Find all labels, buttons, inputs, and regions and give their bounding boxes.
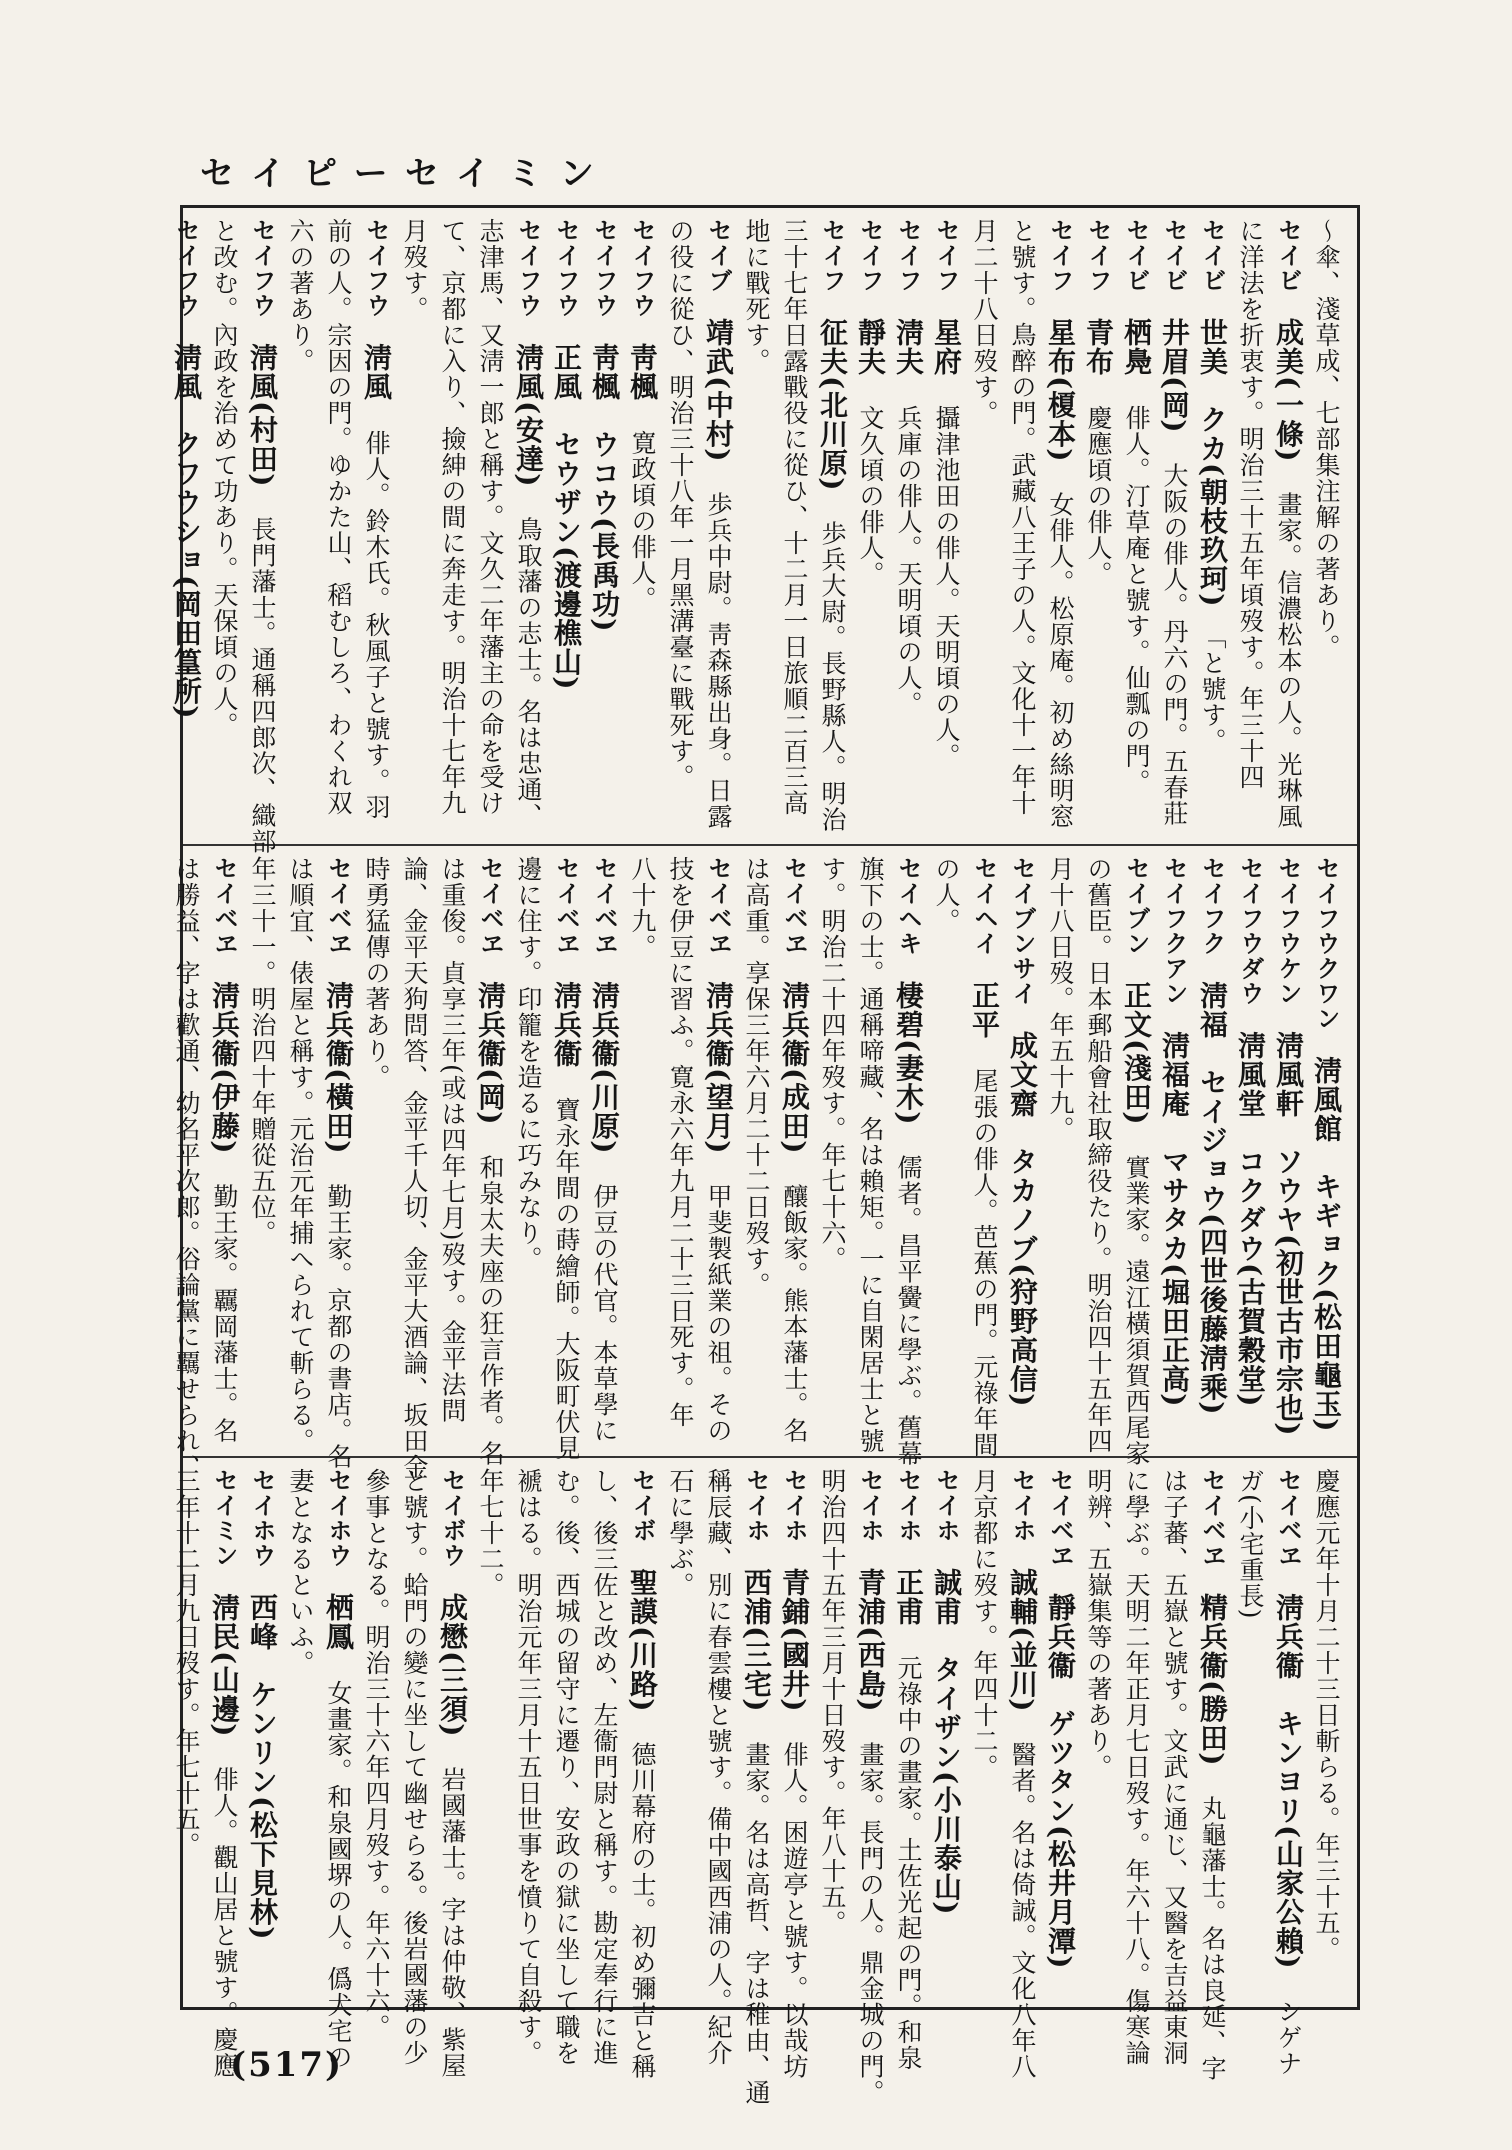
entry-column [1003,856,1041,1446]
entry-name: 征夫(北川原) [816,318,849,521]
entry-name: 西浦(三宅) [740,1568,773,1742]
entry-column [851,1468,889,2106]
entry-name: 淸風軒 ソウヤ(初世古市宗也) [1272,1031,1305,1466]
entry-text: 地に戰死す。 [742,218,771,374]
entry-column [1155,218,1193,834]
entry-headword: セイフウクワン [1312,856,1340,1056]
entry-text: の人。 [932,856,961,934]
entry-text: 技を伊豆に習ふ。寛永六年九月二十三日死す。年 [666,856,695,1428]
entry-text: 實業家。遠江橫須賀西尾家 [1122,1154,1151,1467]
entry-headword: セイベヱ [1274,1468,1302,1593]
entry-text: 德川幕府の士。初め彌吉と稱 [628,1741,657,2080]
middle-band [172,846,1357,1480]
entry-text: 寛政頃の俳人。 [628,430,657,612]
entry-headword: セイフウ [514,218,542,343]
entry-column [1003,1468,1041,2080]
entry-text: 俳人。鈴木氏。秋風子と號す。羽 [362,430,391,820]
entry-name: 聖謨(川路) [626,1568,659,1742]
entry-headword: セイフ [818,218,846,318]
entry-headword: セイベヱ [552,856,580,981]
entry-column [775,1468,813,2080]
entry-text: 參事となる。明治三十六年四月歿す。年六十六。 [362,1468,391,2040]
entry-text: 邊に住す。印籠を造るに巧みなり。 [514,856,543,1272]
entry-column [319,856,357,1470]
entry-text: 伊豆の代官。本草學に [590,1183,619,1444]
continuation-column [965,218,1003,834]
continuation-column [965,1468,1003,1997]
continuation-column [509,856,547,1446]
entry-text: 元祿中の畫家。土佐光起の門。和泉 [894,1655,923,2071]
entry-text: 俳人。困遊亭と號す。以哉坊 [780,1741,809,2080]
entry-name: 淸風堂 コクダウ(古賀穀堂) [1234,1031,1267,1437]
continuation-column [281,218,319,834]
entry-headword: セイブン [1122,856,1150,981]
entry-text: は順宜、俵屋と稱す。元治元年捕へられて斬らる。 [286,856,315,1454]
entry-name: 星布(榎本) [1044,318,1077,492]
entry-text: 〜傘、淺草成、七部集注解の著あり。 [1312,218,1341,660]
entry-name: 棲碧(妻木) [892,981,925,1155]
continuation-column [395,856,433,1480]
entry-name: 精兵衞(勝田) [1196,1593,1229,1796]
entry-name: 正平 [968,981,1001,1068]
entry-name: 靑楓 ウコウ(長禹功) [588,343,621,662]
entry-name: 淸風(村田) [246,343,279,517]
entry-column [927,218,965,834]
entry-headword: セイベヱ [1046,1468,1074,1593]
entry-headword: セイベヱ [780,856,808,981]
entry-text: 女俳人。松原庵。初め絲明窓 [1046,491,1075,830]
entry-name: 淸風 クワウショ(岡田篁所) [170,343,203,749]
entry-headword: セイビ [1198,218,1226,318]
entry-text: 年三十一。明治四十年贈從五位。 [248,856,277,1246]
entry-text: 月十八日歿。年五十九。 [1046,856,1075,1142]
entry-headword: セイフ [856,218,884,318]
entry-column [1155,856,1193,1446]
entry-headword: セイヘイ [970,856,998,981]
entry-text: 甲斐製紙業の祖。その [704,1183,733,1444]
entry-text: 明治四十五年三月十日歿す。年八十五。 [818,1468,847,1936]
entry-text: 大阪の俳人。丹六の門。五春莊 [1160,462,1189,827]
entry-name: 正風 セウザン(渡邊樵山) [550,343,583,720]
entry-text: の舊臣。日本郵船會社取締役たり。明治四十五年四 [1084,856,1113,1454]
entry-column [433,1468,471,2079]
entry-text: 旗下の士。通稱啼藏、名は賴矩。一に自閑居士と號 [856,856,885,1454]
entry-name: 淸兵衞 キンヨリ(山家公賴) [1272,1593,1305,1999]
entry-name: 世美 クカ(朝枝玖珂) [1196,318,1229,637]
entry-text: の役に從ひ、明治三十八年一月黑溝臺に戰死す。 [666,218,695,790]
entry-headword: セイボウ [438,1468,466,1593]
continuation-column [509,1468,547,2066]
entry-text: 六の著あり。 [286,218,315,374]
entry-text: は子蕃、五嶽と號す。文武に通じ、又醫を吉益東洞 [1160,1468,1189,2066]
entry-name: 栖鳳 [322,1593,355,1680]
entry-name: 靜兵衞 ゲツタン(松井月潭) [1044,1593,1077,1999]
entry-text: 歩兵中尉。靑森縣出身。日露 [704,491,733,830]
entry-text: に學ぶ。天明二年正月七日歿す。年六十八。傷寒論 [1122,1468,1151,2066]
entry-headword: セイフウ [248,218,276,343]
entry-headword: セイベヱ [476,856,504,981]
entry-column [547,856,585,1461]
entry-column [889,1468,927,2071]
continuation-column [547,1468,585,2066]
entry-text: は勝益、字は歡通、幼名平次郎。俗論黨に覊せられ、 [172,856,201,1480]
entry-column [167,218,205,834]
entry-text: て、京都に入り、撿紳の間に奔走す。明治十七年九 [438,218,467,816]
entry-column [1193,856,1231,1446]
entry-text: 明辨、五嶽集等の著あり。 [1084,1468,1113,1780]
entry-headword: セイベヱ [704,856,732,981]
continuation-column [357,856,395,1446]
entry-headword: セイホ [932,1468,960,1568]
continuation-column [243,856,281,1446]
continuation-column [1079,856,1117,1454]
entry-headword: セイフウ [628,218,656,343]
entry-text: 論、金平天狗問答、金平千人切、金平大酒論、坂田金 [400,856,429,1480]
entry-text: 八十九。 [628,856,657,960]
entry-column [1193,1468,1231,2082]
entry-text: 志津馬、又淸一郎と稱す。文久二年藩主の命を受け [476,218,505,816]
entry-text: 勤王家。京都の書店。名 [324,1183,353,1470]
page-number: (517) [230,2045,344,2085]
entry-name: 淸風(安達) [512,343,545,517]
entry-column [243,218,281,855]
entry-column [889,218,927,834]
entry-text: 慶應元年十月二十三日斬らる。年三十五。 [1312,1468,1341,1962]
entry-name: 靜夫 [854,318,887,405]
entry-column [471,856,509,1467]
entry-headword: セイホウ [324,1468,352,1593]
entry-column [205,1468,243,2079]
continuation-column [471,1468,509,1997]
entry-column [1269,1468,1307,2077]
entry-headword: セイホ [742,1468,770,1568]
entry-name: 誠輔(並川) [1006,1568,1039,1742]
entry-name: 靖武(中村) [702,318,735,492]
continuation-column [395,218,433,834]
entry-text: 攝津池田の俳人。天明頃の人。 [932,405,961,769]
entry-text: 石に學ぶ。 [666,1468,695,1598]
continuation-column [1231,218,1269,834]
continuation-column [281,1468,319,1997]
entry-column [547,218,585,834]
entry-headword: セイフウ [552,218,580,343]
entry-name: 淸風 [360,343,393,430]
entry-text: 女畫家。和泉國堺の人。僞犬宅の [324,1680,353,2070]
entry-headword: セイフウケン [1274,856,1302,1031]
continuation-column [851,856,889,1454]
entry-name: 淸民(山邊) [208,1593,241,1767]
entry-name: 星府 [930,318,963,405]
entry-text: と號す。鳥醉の門。武藏八王子の人。文化十一年十 [1008,218,1037,816]
entry-name: 淸兵衞(伊藤) [208,981,241,1184]
entry-text: 岩國藩士。字は仲敬、紫屋 [438,1766,467,2079]
continuation-column [167,1468,205,1997]
continuation-column [813,856,851,1446]
entry-name: 正甫 [892,1568,925,1655]
entry-name: 成文齋 タカノブ(狩野高信) [1006,1031,1039,1437]
entry-headword: セイミン [210,1468,238,1593]
continuation-column [775,218,813,834]
continuation-column [357,1468,395,2040]
entry-column [205,856,243,1446]
entry-name: 淸兵衞(成田) [778,981,811,1184]
entry-text: 文久頃の俳人。 [856,405,885,587]
entry-name: 栖鳧 [1120,318,1153,405]
entry-column [585,218,623,834]
continuation-column [433,218,471,834]
entry-headword: セイホ [894,1468,922,1568]
entry-text: 畫家。信濃松本の人。光琳風 [1274,491,1303,830]
continuation-column [813,1468,851,1997]
continuation-column [281,856,319,1454]
entry-column [775,856,813,1446]
entry-text: ガ(小宅重長) [1236,1468,1265,1620]
entry-text: 丸龜藩士。名は良延、字 [1198,1795,1227,2082]
entry-name: 淸兵衞(望月) [702,981,735,1184]
entry-text: 俳人。觀山居と號す。慶應 [210,1766,239,2079]
entry-column [623,1468,661,2080]
entry-column [509,218,547,834]
entry-name: 成美(一條) [1272,318,1305,492]
entry-headword: セイホ [856,1468,884,1568]
entry-column [927,1468,965,1997]
entry-column [1041,1468,1079,1997]
entry-column [1231,856,1269,1446]
entry-column [813,218,851,834]
entry-headword: セイホウ [248,1468,276,1593]
entry-text: 年七十二。 [476,1468,505,1598]
entry-text: 歩兵大尉。長野縣人。明治 [818,520,847,833]
entry-text: 兵庫の俳人。天明頃の人。 [894,405,923,717]
entry-column [699,218,737,834]
entry-text: 醫者。名は倚誠。文化八年八 [1008,1741,1037,2080]
entry-text: 「と號す。 [1198,636,1227,754]
entry-headword: セイフウダウ [1236,856,1264,1031]
entry-column [585,856,623,1446]
entry-text: 尾張の俳人。芭蕉の門。元祿年間 [970,1068,999,1458]
entry-column [1307,856,1345,1462]
entry-name: 成懋(三須) [436,1593,469,1767]
entry-name: 誠甫 タイザン(小川泰山) [930,1568,963,1945]
entry-text: 釀飯家。熊本藩士。名 [780,1183,809,1444]
continuation-column [661,218,699,834]
entry-headword: セイビ [1274,218,1302,318]
entry-text: シゲナ [1274,1998,1303,2077]
continuation-column [1079,1468,1117,1997]
entry-column [1079,218,1117,834]
entry-text: 月歿す。 [400,218,429,322]
continuation-column [737,856,775,1446]
entry-headword: セイブ [704,218,732,318]
entry-column [1193,218,1231,834]
entry-headword: セイフクアン [1160,856,1188,1031]
continuation-column [1041,856,1079,1446]
entry-headword: セイベヱ [324,856,352,981]
entry-headword: セイベヱ [1198,1468,1226,1593]
continuation-column [319,218,357,834]
entry-name: 西峰 ケンリン(松下見林) [246,1593,279,1970]
entry-text: 畫家。長門の人。鼎金城の門。 [856,1741,885,2106]
entry-text: と號す。蛤門の變に坐して幽せらる。後岩國藩の少 [400,1468,429,2066]
entry-text: 鳥取藩の志士。名は忠通、 [514,516,543,829]
continuation-column [471,218,509,834]
continuation-column [1231,1468,1269,1997]
entry-column [1117,218,1155,834]
entry-text: に洋法を折衷す。明治三十五年頃歿す。年三十四 [1236,218,1265,790]
entry-column [623,218,661,834]
continuation-column [167,856,205,1480]
entry-name: 淸兵衞(川原) [588,981,621,1184]
entry-name: 淸福 セイジョウ(四世後藤淸乘) [1196,981,1229,1445]
entry-text: 寶永年間の蒔繪師。大阪町伏見 [552,1097,581,1461]
entry-text: は高重。享保三年六月二十二日歿す。 [742,856,771,1298]
entry-column [889,856,927,1467]
entry-column [319,1468,357,2070]
entry-name: 靑楓 [626,343,659,430]
entry-column [737,1468,775,2106]
entry-headword: セイフク [1198,856,1226,981]
entry-column [1269,218,1307,834]
entry-text: 妻となるといふ。 [286,1468,315,1676]
entry-text: 儒者。昌平黌に學ぶ。舊幕 [894,1154,923,1467]
entry-headword: セイボ [628,1468,656,1568]
entry-name: 青布 [1082,318,1115,405]
continuation-column [395,1468,433,2066]
continuation-column [433,856,471,1446]
entry-headword: セイフウ [590,218,618,343]
entry-headword: セイビ [1122,218,1150,318]
entry-text: 畫家。名は高哲、字は稚由、通 [742,1741,771,2106]
entry-headword: セイフウ [172,218,200,343]
entry-text: む。後、西城の留守に遷り、安政の獄に坐して職を [552,1468,581,2066]
continuation-column [737,218,775,834]
entry-name: 淸兵衞(橫田) [322,981,355,1184]
entry-headword: セイフウ [362,218,390,343]
entry-text: 褫はる。明治元年三月十五日世事を憤りて自殺す。 [514,1468,543,2066]
continuation-column [1003,218,1041,834]
entry-column [1117,856,1155,1467]
continuation-column [1307,218,1345,834]
entry-name: 淸兵衞(岡) [474,981,507,1155]
entry-text: 時勇猛傳の著あり。 [362,856,391,1090]
entry-headword: セイフ [932,218,960,318]
entry-text: す。明治二十四年歿す。年七十六。 [818,856,847,1272]
entry-name: 井眉(岡) [1158,318,1191,463]
entry-name: 淸福庵 マサタカ(堀田正高) [1158,1031,1191,1437]
continuation-column [1155,1468,1193,2066]
entry-text: し、後三佐と改め、左衞門尉と稱す。勘定奉行に進 [590,1468,619,2066]
entry-column [243,1468,281,1997]
continuation-column [1117,1468,1155,2066]
entry-name: 淸風館 キギョク(松田龜玉) [1310,1056,1343,1462]
continuation-column [205,218,243,834]
continuation-column [1307,1468,1345,1997]
entry-headword: セイビ [1160,218,1188,318]
entry-text: 和泉太夫座の狂言作者。名 [476,1154,505,1467]
entry-text: 前の人。宗因の門。ゆかた山、稻むしろ、わくれ双 [324,218,353,816]
entry-headword: セイホ [1008,1468,1036,1568]
entry-column [1269,856,1307,1466]
entry-text: 慶應頃の俳人。 [1084,405,1113,587]
continuation-column [927,856,965,1446]
entry-text: 三十七年日露戰役に從ひ、十二月一日旅順二百三高 [780,218,809,816]
entry-headword: セイフ [1046,218,1074,318]
entry-name: 青浦(西島) [854,1568,887,1742]
entry-headword: セイホ [780,1468,808,1568]
continuation-column [585,1468,623,2066]
entry-column [965,856,1003,1458]
entry-column [1041,218,1079,834]
continuation-column [699,1468,737,2066]
continuation-column [661,856,699,1446]
entry-text: と改む。內政を治めて功あり。天保頃の人。 [210,218,239,738]
entry-name: 淸兵衞 [550,981,583,1097]
entry-name: 正文(淺田) [1120,981,1153,1155]
continuation-column [661,1468,699,1997]
page-header: セイピーセイミン [200,153,612,194]
entry-text: 俳人。汀草庵と號す。仙瓢の門。 [1122,405,1151,795]
entry-text: 月京都に歿す。年四十二。 [970,1468,999,1780]
entry-name: 淸夫 [892,318,925,405]
entry-text: は重俊。貞享三年(或は四年七月)歿す。金平法問 [438,856,467,1424]
entry-text: 月二十八日歿す。 [970,218,999,426]
upper-band [170,208,1357,855]
entry-text: 稱辰藏、別に春雲樓と號す。備中國西浦の人。紀介 [704,1468,733,2066]
entry-text: 長門藩士。通稱四郎次、織部 [248,516,277,855]
entry-column [357,218,395,834]
continuation-column [623,856,661,1446]
entry-headword: セイベヱ [590,856,618,981]
entry-headword: セイフ [894,218,922,318]
entry-column [851,218,889,834]
entry-text: 三年十二月九日歿す。年七十五。 [172,1468,201,1858]
entry-text: 勤王家。覊岡藩士。名 [210,1183,239,1444]
entry-name: 青鋪(國井) [778,1568,811,1742]
entry-headword: セイフ [1084,218,1112,318]
entry-headword: セイブンサイ [1008,856,1036,1031]
entry-headword: セイベヱ [210,856,238,981]
entry-headword: セイヘキ [894,856,922,981]
entry-column [699,856,737,1446]
